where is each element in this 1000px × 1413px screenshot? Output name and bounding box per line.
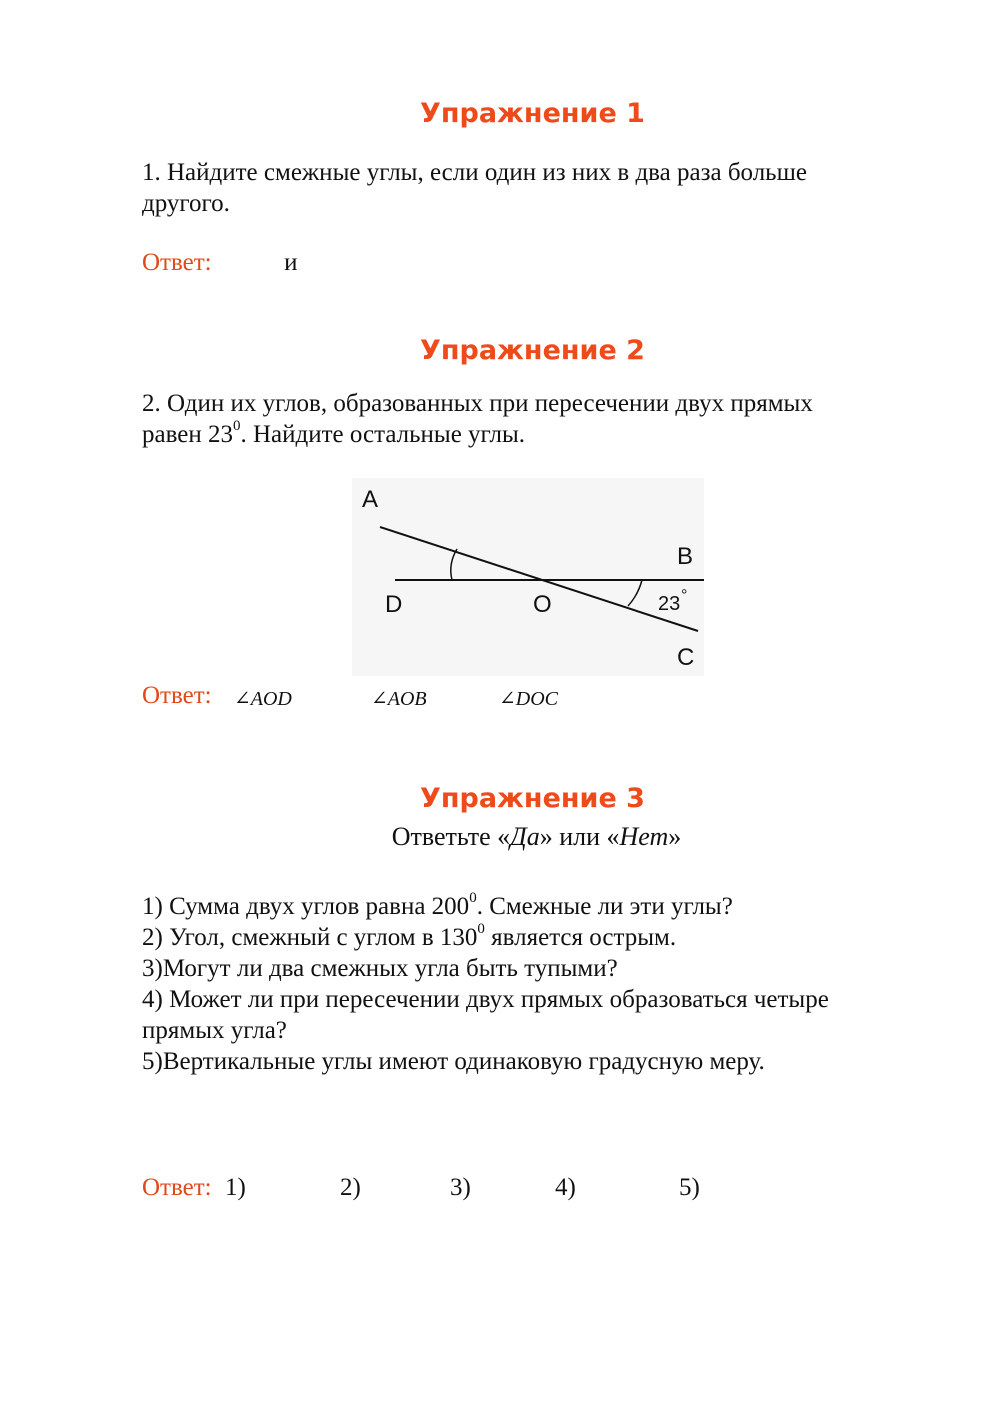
answer-label: Ответ: — [142, 682, 212, 709]
exercise-3-subtitle — [0, 822, 1000, 852]
answer-option-1[interactable]: 1) — [225, 1174, 246, 1201]
answer-option-5[interactable]: 5) — [679, 1174, 700, 1201]
question-4-continued: прямых угла? — [142, 1017, 287, 1044]
question-text: 2) Угол, смежный с углом в 130 — [142, 924, 478, 951]
exercise-2-question — [142, 388, 902, 450]
label-c: C — [677, 644, 695, 671]
exercise-2-title: Упражнение 2 — [420, 335, 645, 366]
answer-option-2[interactable]: 2) — [340, 1174, 361, 1201]
subtitle-no: Нет — [619, 822, 669, 851]
answer-joiner: и — [284, 249, 298, 276]
exercise-3-answer — [142, 1172, 902, 1203]
subtitle-text: Ответьте « — [391, 822, 511, 851]
answer-label: Ответ: — [142, 249, 212, 276]
question-2 — [142, 922, 902, 953]
degree-superscript: 0 — [477, 920, 485, 937]
angle-aod-field[interactable]: ∠AOD — [234, 688, 292, 710]
angle-doc-field[interactable]: ∠DOC — [499, 688, 558, 710]
question-3: 3)Могут ли два смежных угла быть тупыми? — [142, 955, 618, 982]
label-d: D — [385, 591, 403, 618]
degree-superscript: 0 — [469, 889, 477, 906]
question-line: 1. Найдите смежные углы, если один из них в два раза больше — [142, 159, 807, 186]
label-o: O — [533, 591, 552, 618]
question-5: 5)Вертикальные углы имеют одинаковую градусную меру. — [142, 1048, 765, 1075]
diagram-background — [352, 478, 704, 676]
subtitle-text: » — [668, 822, 682, 851]
angle-degree-symbol: ° — [681, 587, 688, 604]
angle-aob-field[interactable]: ∠AOB — [371, 688, 427, 710]
answer-label: Ответ: — [142, 1174, 212, 1201]
angle-diagram — [352, 478, 704, 676]
question-text: . Смежные ли эти углы? — [476, 893, 733, 920]
exercise-3-questions — [142, 891, 902, 1077]
exercise-3-title: Упражнение 3 — [420, 783, 645, 814]
label-b: B — [677, 543, 694, 570]
angle-value-label: 23 — [658, 593, 681, 615]
question-line: 2. Один их углов, образованных при пересечении двух прямых — [142, 390, 813, 417]
subtitle-text: » или « — [539, 822, 620, 851]
question-text: является острым. — [484, 924, 677, 951]
exercise-1-answer — [142, 247, 902, 278]
question-1 — [142, 891, 902, 922]
question-line: другого. — [142, 190, 230, 217]
exercise-1-title: Упражнение 1 — [420, 98, 645, 129]
subtitle-yes: Да — [510, 822, 540, 851]
answer-option-3[interactable]: 3) — [450, 1174, 471, 1201]
exercise-1-question — [142, 157, 902, 219]
question-text: . Найдите остальные углы. — [240, 421, 526, 448]
question-text: равен 23 — [142, 421, 233, 448]
answer-option-4[interactable]: 4) — [555, 1174, 576, 1201]
degree-superscript: 0 — [232, 417, 241, 434]
question-4: 4) Может ли при пересечении двух прямых образоваться четыре — [142, 986, 829, 1013]
question-text: 1) Сумма двух углов равна 200 — [142, 893, 470, 920]
question-line — [142, 419, 902, 450]
label-a: A — [362, 486, 379, 513]
